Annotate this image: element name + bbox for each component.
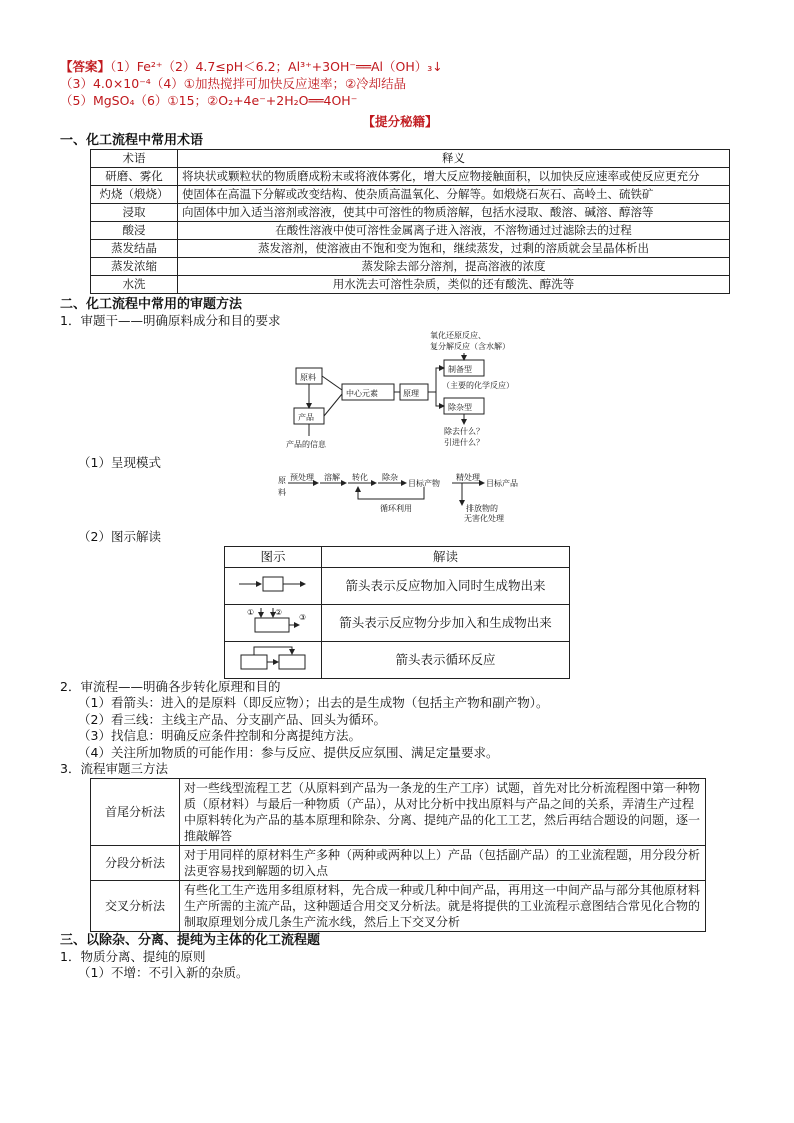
term-cell: 浸取 (91, 204, 178, 222)
table-row (91, 186, 730, 204)
answer-text-1: （1）Fe²⁺（2）4.7≤pH＜6.2；Al³⁺+3OH⁻══Al（OH）₃↓ (110, 59, 443, 74)
term-cell: 灼烧（煅烧） (91, 186, 178, 204)
diag1-redox-1: 氧化还原反应、 (430, 330, 486, 340)
term-cell: 水洗 (91, 276, 178, 294)
fig-reading-3: 箭头表示循环反应 (322, 641, 570, 678)
diag2-remove: 除杂 (382, 473, 398, 482)
diag1-redox-2: 复分解反应（含水解） (430, 341, 510, 351)
table-row (225, 604, 570, 641)
s3-sub1: （1）不增：不引入新的杂质。 (78, 965, 249, 980)
method-name: 分段分析法 (91, 845, 180, 880)
fig-cycle-arrow-icon (233, 643, 313, 673)
diag2-convert: 转化 (352, 473, 368, 482)
fig-mark-3: ③ (299, 613, 307, 622)
answer-line-3: （5）MgSO₄（6）①15；②O₂+4e⁻+2H₂O══4OH⁻ (60, 93, 358, 108)
terms-header-desc: 释义 (178, 150, 730, 168)
s2-item2: 2．审流程——明确各步转化原理和目的 (60, 678, 281, 694)
s3-item1: 1．物质分离、提纯的原则 (60, 948, 206, 964)
table-row (91, 258, 730, 276)
step-4: （4）关注所加物质的可能作用：参与反应、提供反应氛围、满足定量要求。 (78, 744, 499, 760)
table-row (225, 567, 570, 604)
desc-cell: 蒸发溶剂，使溶液由不饱和变为饱和，继续蒸发，过剩的溶质就会呈晶体析出 (178, 240, 730, 258)
diag1-center: 中心元素 (346, 388, 378, 398)
fig-mark-2: ② (275, 608, 283, 617)
method-desc: 有些化工生产选用多组原材料，先合成一种或几种中间产品，再用这一中间产品与部分其他原材料生产所需的主流产品，这种题适合用交叉分析法。就是将提供的工业流程示意图结合常见化合物的制取原理划分成几条生产流水线，然后上下交叉分析 (180, 880, 706, 931)
table-row (91, 845, 706, 880)
answer-block (60, 58, 740, 109)
diag2-target: 目标产物 (408, 479, 440, 488)
diag2-final: 目标产品 (486, 479, 518, 488)
term-cell: 蒸发浓缩 (91, 258, 178, 276)
fig-mark-1: ① (247, 608, 255, 617)
diag2-emit-1: 排放物的 (466, 504, 498, 513)
fig-reading-2: 箭头表示反应物分步加入和生成物出来 (322, 604, 570, 641)
s2-heading: 二、化工流程中常用的审题方法 (60, 297, 243, 312)
table-row (91, 168, 730, 186)
terms-header-row (91, 150, 730, 168)
s2-item3: 3．流程审题三方法 (60, 761, 168, 776)
terms-header-term: 术语 (91, 150, 178, 168)
desc-cell: 向固体中加入适当溶剂或溶液，使其中可溶性的物质溶解，包括水浸取、酸溶、碱溶、醇溶等 (178, 204, 730, 222)
term-cell: 蒸发结晶 (91, 240, 178, 258)
diag1-principle: 原理 (403, 388, 419, 398)
fig-cell-2 (225, 604, 322, 641)
diag2-refine: 精处理 (456, 473, 480, 482)
diag2-recycle: 循环利用 (380, 504, 412, 513)
s2-item1: 1．审题干——明确原料成分和目的要求 (60, 313, 281, 328)
diag1-raw: 原料 (300, 372, 316, 382)
fig-simple-arrow-icon (233, 569, 313, 599)
table-row (225, 641, 570, 678)
diag2-pre: 预处理 (290, 473, 314, 482)
read-heading: （2）图示解读 (78, 529, 161, 544)
desc-cell: 在酸性溶液中使可溶性金属离子进入溶液，不溶物通过过滤除去的过程 (178, 222, 730, 240)
page (60, 58, 740, 982)
diag1-info: 产品的信息 (286, 439, 326, 449)
diagram-flow-mode (60, 471, 740, 523)
terms-table (90, 149, 730, 294)
fig-cell-3 (225, 641, 322, 678)
term-cell: 酸浸 (91, 222, 178, 240)
table-row (91, 880, 706, 931)
mode-heading: （1）呈现模式 (78, 454, 161, 470)
answer-line-1 (60, 58, 740, 75)
fig-stepwise-arrow-icon (233, 606, 313, 636)
fig-header-row (225, 546, 570, 567)
diag1-product: 产品 (298, 412, 314, 422)
method-name: 交叉分析法 (91, 880, 180, 931)
desc-cell: 用水洗去可溶性杂质，类似的还有酸洗、醇洗等 (178, 276, 730, 294)
step-2: （2）看三线：主线主产品、分支副产品、回头为循环。 (78, 711, 386, 727)
table-row (91, 222, 730, 240)
diag1-impurity: 除杂型 (448, 402, 472, 412)
diag2-raw-2: 料 (278, 488, 286, 497)
table-row (91, 204, 730, 222)
s3-heading: 三、以除杂、分离、提纯为主体的化工流程题 (60, 932, 321, 948)
diag1-prep: 制备型 (448, 364, 472, 374)
section-title: 【提分秘籍】 (362, 114, 438, 129)
fig-reading-1: 箭头表示反应物加入同时生成物出来 (322, 567, 570, 604)
diag1-q1: 除去什么？ (444, 426, 484, 436)
term-cell: 研磨、雾化 (91, 168, 178, 186)
desc-cell: 蒸发除去部分溶剂，提高溶液的浓度 (178, 258, 730, 276)
method-desc: 对于用同样的原材料生产多种（两种或两种以上）产品（包括副产品）的工业流程题，用分段分析法更容易找到解题的切入点 (180, 845, 706, 880)
methods-table (90, 778, 706, 932)
answer-line-2: （3）4.0×10⁻⁴（4）①加热搅拌可加快反应速率；②冷却结晶 (60, 76, 407, 91)
fig-header-reading: 解读 (322, 546, 570, 567)
desc-cell: 使固体在高温下分解或改变结构、使杂质高温氧化、分解等。如煅烧石灰石、高岭土、硫铁矿 (178, 186, 730, 204)
diag2-dissolve: 溶解 (324, 473, 340, 482)
figure-table (224, 546, 570, 679)
table-row (91, 240, 730, 258)
answer-label: 【答案】 (60, 59, 111, 74)
method-name: 首尾分析法 (91, 778, 180, 845)
fig-cell-1 (225, 567, 322, 604)
diag2-raw-1: 原 (278, 476, 286, 485)
step-1: （1）看箭头：进入的是原料（即反应物）；出去的是生成物（包括主产物和副产物）。 (78, 695, 549, 710)
step-3: （3）找信息：明确反应条件控制和分离提纯方法。 (78, 728, 361, 743)
table-row (91, 276, 730, 294)
diag1-q2: 引进什么？ (444, 437, 484, 447)
diag2-emit-2: 无害化处理 (464, 514, 504, 523)
fig-header-figure: 图示 (225, 546, 322, 567)
desc-cell: 将块状或颗粒状的物质磨成粉末或将液体雾化，增大反应物接触面积，以加快反应速率或使反应更充分 (178, 168, 730, 186)
table-row (91, 778, 706, 845)
s1-heading: 一、化工流程中常用术语 (60, 133, 204, 148)
diag1-prep-note: （主要的化学反应） (442, 380, 514, 390)
diagram-raw-material (60, 330, 740, 455)
method-desc: 对一些线型流程工艺（从原料到产品为一条龙的生产工序）试题，首先对比分析流程图中第一种物质（原材料）与最后一种物质（产品），从对比分析中找出原料与产品之间的关系，弄清生产过程中原料转化为产品的基本原理和除杂、分离、提纯产品的化工工艺，然后再结合题设的问题，逐一推敲解答 (180, 778, 706, 845)
